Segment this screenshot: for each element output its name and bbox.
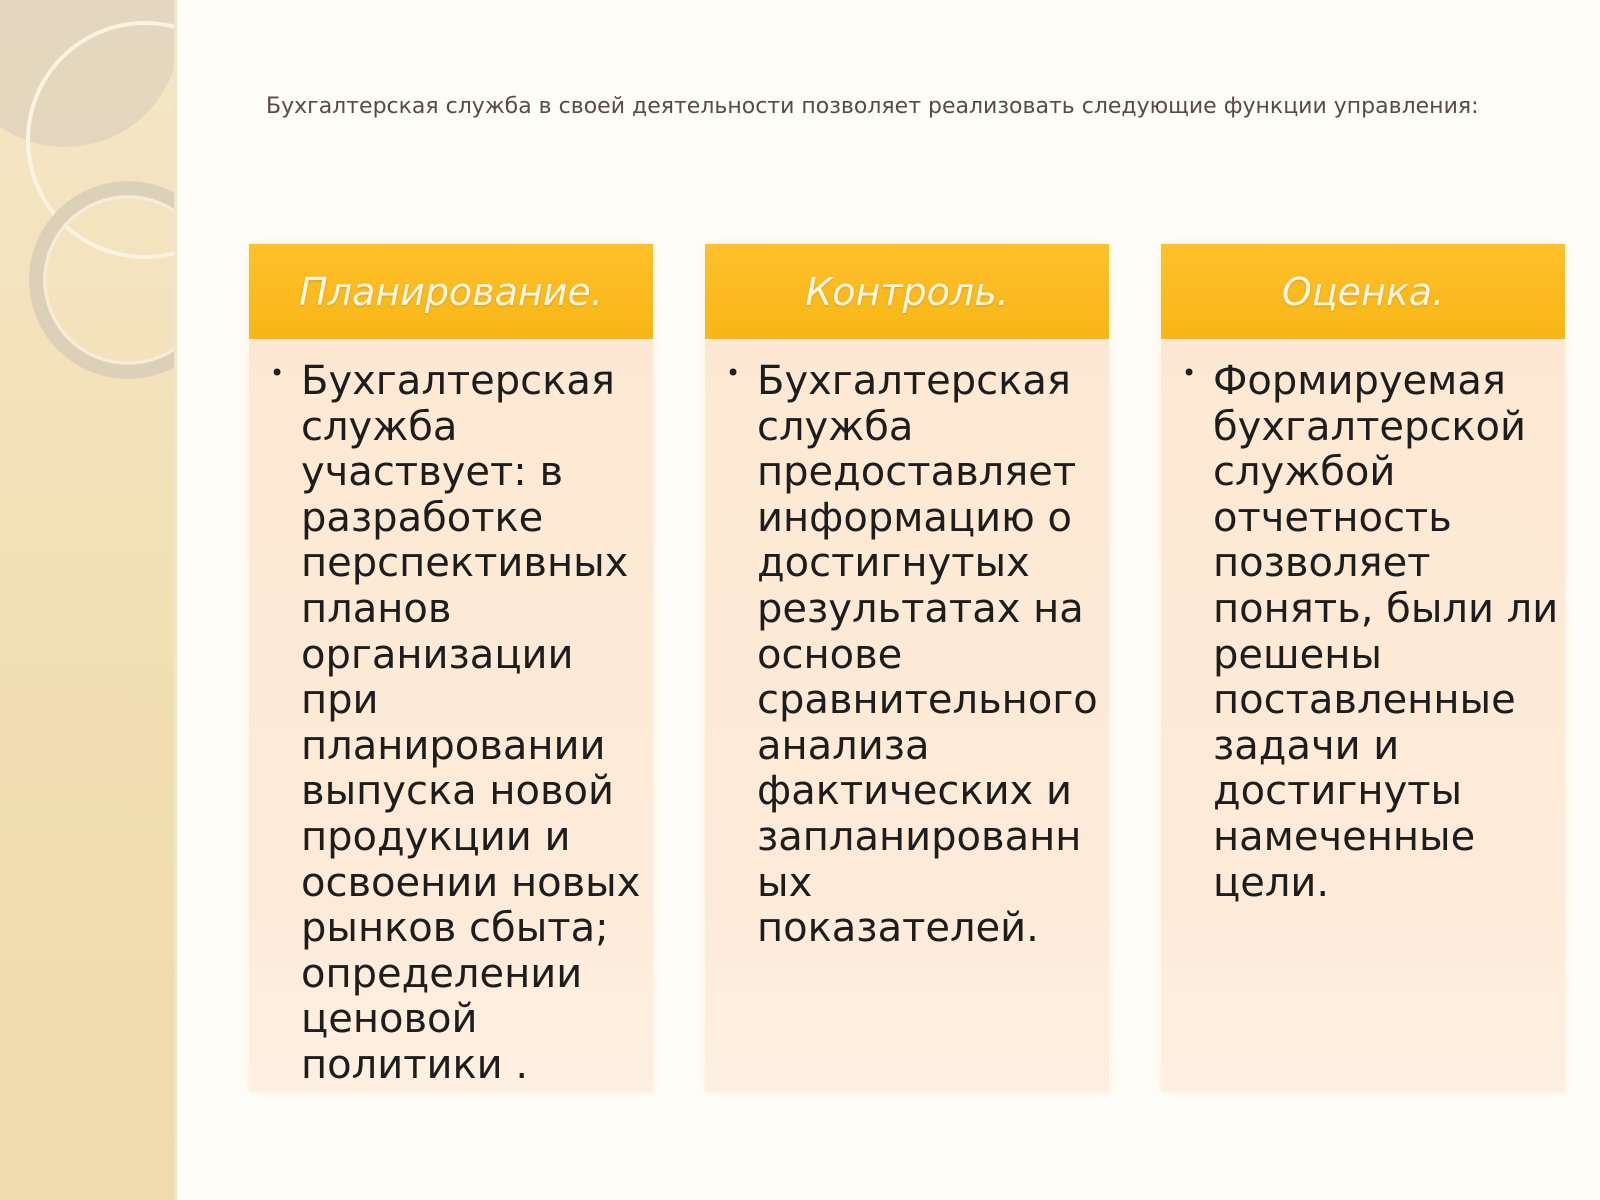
column-body	[249, 339, 653, 1092]
column-evaluation	[1161, 244, 1565, 1092]
column-heading: Планирование.	[249, 244, 653, 339]
column-planning	[249, 244, 653, 1092]
bullet-text: Бухгалтерская служба участвует: в разработке перспективных планов организации при планировании выпуска новой продукции и освоении новых рынков сбыта; определении ценовой политики .	[301, 358, 641, 1088]
bullet-item	[269, 359, 647, 1089]
bullet-icon: •	[726, 359, 741, 387]
bullet-item	[1181, 359, 1559, 906]
decorative-side-band	[0, 0, 177, 1200]
column-heading: Контроль.	[705, 244, 1109, 339]
bullet-icon: •	[270, 359, 285, 387]
bullet-icon: •	[1182, 359, 1197, 387]
bullet-list	[1181, 359, 1559, 906]
slide-title: Бухгалтерская служба в своей деятельности позволяет реализовать следующие функции управления:	[266, 94, 1479, 119]
bullet-item	[725, 359, 1103, 952]
column-control	[705, 244, 1109, 1092]
column-body	[705, 339, 1109, 1092]
bullet-text: Бухгалтерская служба предоставляет информацию о достигнутых результатах на основе сравнительного анализа фактических и запланированных показателей.	[757, 358, 1098, 952]
decorative-rings	[0, 0, 177, 1200]
bullet-text: Формируемая бухгалтерской службой отчетность позволяет понять, были ли решены поставленные задачи и достигнуты намеченные цели.	[1213, 358, 1559, 906]
bullet-list	[725, 359, 1103, 952]
column-body	[1161, 339, 1565, 1092]
bullet-list	[269, 359, 647, 1089]
column-heading: Оценка.	[1161, 244, 1565, 339]
